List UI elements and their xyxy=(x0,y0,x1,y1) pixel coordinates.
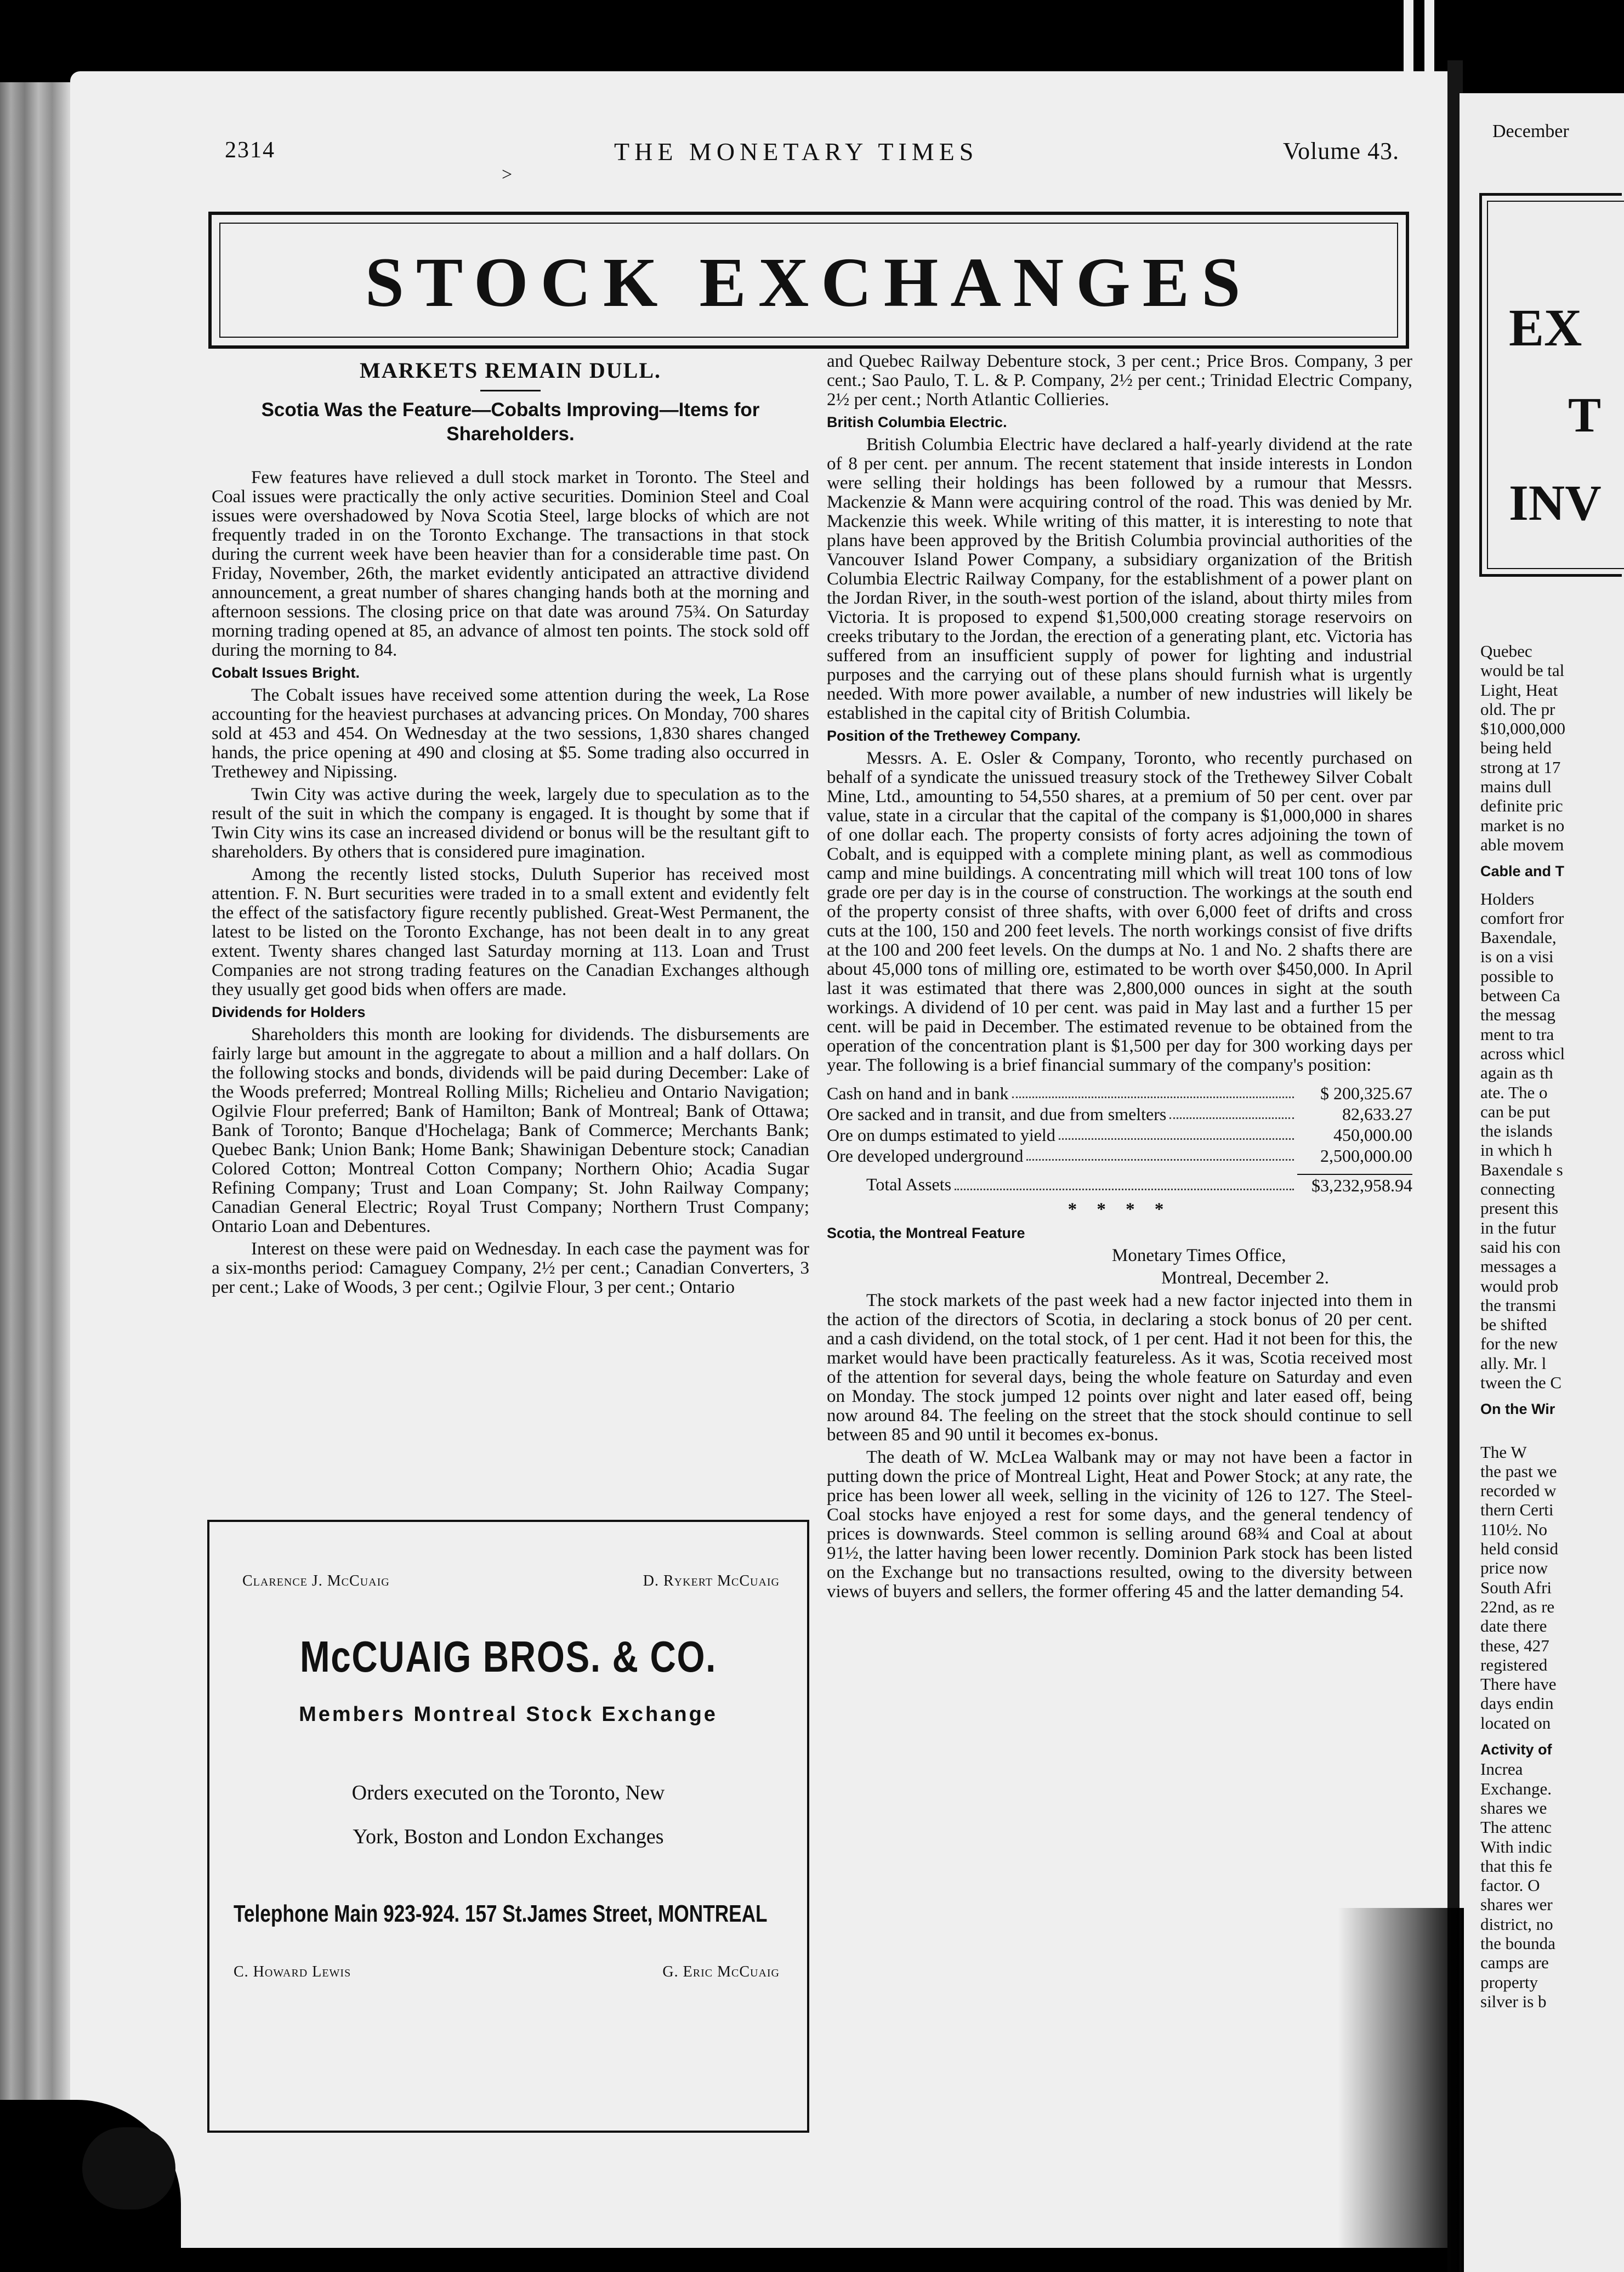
paragraph: The Cobalt issues have received some attention during the week, La Rose accounting for the heaviest purchases at advancing prices. On Monday, 700 shares sold at 453 and 454. On Wednesday at the two sessions, 1,830 shares changed hands, the price opening at 490 and closing at $5. Some trading also occurred in Trethewey and Nipissing. xyxy=(212,685,809,782)
facing-line: Increa xyxy=(1480,1759,1523,1779)
facing-line: The attenc xyxy=(1480,1817,1552,1837)
total-value: $3,232,958.94 xyxy=(1297,1174,1412,1196)
facing-line: strong at 17 xyxy=(1480,757,1561,777)
facing-line: between Ca xyxy=(1480,986,1560,1006)
financial-label: Ore on dumps estimated to yield xyxy=(827,1125,1055,1145)
spacer xyxy=(1480,1427,1624,1435)
facing-line: in the futur xyxy=(1480,1218,1556,1237)
facing-title-fragment: T xyxy=(1568,388,1602,442)
journal-title: THE MONETARY TIMES xyxy=(614,138,979,166)
paragraph: and Quebec Railway Debenture stock, 3 per cent.; Price Bros. Company, 3 per cent.; Sao Paulo, T. L. & P. Company, 2½ per cent.; Trinidad Electric Company, 2½ per cent.; North Atlantic Collieries. xyxy=(827,351,1412,410)
leader-dots xyxy=(955,1174,1294,1190)
facing-line: mains dull xyxy=(1480,777,1552,797)
facing-line: comfort fror xyxy=(1480,908,1564,928)
financial-label: Ore sacked and in transit, and due from smelters xyxy=(827,1104,1167,1124)
paragraph: British Columbia Electric have declared a half-yearly dividend at the rate of 8 per cent. per annum. The recent statement that inside interests in London were selling their holdings has been followed by a rumour that Messrs. Mackenzie & Mann were acquiring control of the road. This was denied by Mr. Mackenzie this week. While writing of this matter, it is interesting to note that plans have been approved by the British Columbia provincial authorities of the Vancouver Island Power Company, a subsidiary organization of the British Columbia Electric Railway Company, for the establishment of a power plant on the Jordan River, in the south-west portion of the island, about thirty miles from Victoria. It is proposed to expend $1,500,000 creating storage reservoirs on creeks tributary to the Jordan, the erection of a generating plant, etc. Victoria has suffered from an insufficient supply of power for lighting and industrial purposes and the carrying out of these plans should furnish what is urgently needed. With more power available, a number of new industries will likely be established in the capital city of British Columbia. xyxy=(827,435,1412,723)
spacer xyxy=(1480,882,1624,889)
scan-edge-mark xyxy=(1424,0,1434,71)
spacer xyxy=(1480,854,1624,862)
headline-rule xyxy=(480,390,541,391)
facing-line: shares wer xyxy=(1480,1895,1553,1915)
facing-line: be shifted xyxy=(1480,1315,1547,1334)
facing-title-fragment: INV xyxy=(1509,475,1602,531)
facing-line: held consid xyxy=(1480,1539,1559,1559)
facing-line: present this xyxy=(1480,1199,1559,1218)
facing-line: these, 427 xyxy=(1480,1635,1549,1655)
facing-line: camps are xyxy=(1480,1953,1549,1973)
facing-line: The W xyxy=(1480,1442,1527,1462)
facing-line: shares we xyxy=(1480,1798,1547,1817)
facing-line: Quebec xyxy=(1480,641,1532,661)
paragraph: The death of W. McLea Walbank may or may not have been a factor in putting down the price of Montreal Light, Heat and Power Stock; at any rate, the price has been lower all week, selling in the vicinity of 126 to 127. The Steel-Coal stocks have enjoyed a rest for some days, and the general tendency of prices is downwards. Steel common is selling around 68¾ and Coal at about 91½, the latter having been lower recently. Dominion Park stock has been listed on the Exchange but no transactions resulted, owing to the diversity between views of buyers and sellers, the former offering 45 and the latter demanding 54. xyxy=(827,1447,1412,1601)
scanner-finger-shadow xyxy=(82,2127,175,2209)
paragraph: Among the recently listed stocks, Duluth Superior has received most attention. F. N. Burt securities were traded in to a small extent and evidently felt the effect of the satisfactory figure recently published. Great-West Permanent, the latest to be listed on the Toronto Exchange, has not been dealt in to any great extent. Twenty shares changed last Saturday morning at 113. Loan and Trust Companies are not strong trading features on the Canadian Exchanges although they usually get good bids when offers are made. xyxy=(212,865,809,999)
facing-line: date there xyxy=(1480,1616,1547,1636)
financial-row xyxy=(827,1124,1412,1145)
facing-title-fragment: EX xyxy=(1509,298,1582,357)
facing-line: can be put xyxy=(1480,1101,1551,1121)
paragraph: Shareholders this month are looking for dividends. The disbursements are fairly large but amount in the aggregate to about a million and a half dollars. On the following stocks and bonds, dividends will be paid during December: Lake of the Woods preferred; Montreal Rolling Mills; Richelieu and Ontario Navigation; Ogilvie Flour preferred; Bank of Hamilton; Bank of Montreal; Bank of Ottawa; Bank of Toronto; Banque d'Hochelaga; Bank of Commerce; Merchants Bank; Quebec Bank; Union Bank; Home Bank; Shawinigan Debenture stock; Canadian Colored Cotton; Montreal Cotton Company; Northern Ohio; Acadia Sugar Refining Company; Trust and Loan Company; St. John Railway Company; Canadian General Electric; Royal Trust Company; Northern Trust Company; Ontario Loan and Debentures. xyxy=(212,1025,809,1236)
ad-membership: Members Montreal Stock Exchange xyxy=(299,1703,718,1726)
financial-total-row xyxy=(827,1174,1412,1196)
facing-line: There have xyxy=(1480,1674,1557,1694)
total-label: Total Assets xyxy=(866,1174,952,1194)
facing-line: ate. The o xyxy=(1480,1082,1548,1102)
facing-line: the messag xyxy=(1480,1005,1555,1025)
volume-label: Volume 43. xyxy=(1283,138,1400,164)
ad-firm-name: McCUAIG BROS. & CO. xyxy=(299,1632,717,1681)
facing-line: ally. Mr. l xyxy=(1480,1353,1547,1373)
paragraph: The stock markets of the past week had a new factor injected into them in the action of the directors of Scotia, in declaring a stock bonus of 20 per cent. and a cash dividend, on the total stock, of 1 per cent. Had it not been for this, the market would have been practically featureless. As it was, Scotia received most of the attention for several days, being the whole feature on Saturday and even on Monday. The stock jumped 12 points over night and later eased off, being now around 84. The feeling on the street that the stock should continue to sell between 85 and 90 until it becomes ex-bonus. xyxy=(827,1291,1412,1445)
ad-address: Telephone Main 923-924. 157 St.James Street, MONTREAL xyxy=(234,1900,768,1927)
section-separator: * * * * xyxy=(1067,1200,1172,1219)
facing-line: Baxendale s xyxy=(1480,1160,1563,1179)
facing-line: tween the C xyxy=(1480,1372,1562,1392)
facing-line: definite pric xyxy=(1480,796,1563,816)
spacer xyxy=(1480,1733,1624,1740)
section-heading: Dividends for Holders xyxy=(212,1004,366,1020)
financial-value: $ 200,325.67 xyxy=(1320,1083,1412,1103)
facing-section-heading: On the Wir xyxy=(1480,1401,1555,1418)
facing-line: $10,000,000 xyxy=(1480,719,1565,739)
spacer xyxy=(1480,1419,1624,1427)
scan-edge-mark xyxy=(1404,0,1413,71)
facing-line: price now xyxy=(1480,1558,1548,1578)
ad-partner-name: D. Rykert McCuaig xyxy=(643,1572,780,1589)
scan-shadow xyxy=(1338,1908,1464,2272)
facing-line: district, no xyxy=(1480,1914,1553,1934)
facing-line: days endin xyxy=(1480,1694,1554,1713)
facing-line: Exchange. xyxy=(1480,1779,1552,1798)
facing-line: 110½. No xyxy=(1480,1519,1547,1539)
facing-line: recorded w xyxy=(1480,1481,1557,1501)
facing-line: Holders xyxy=(1480,889,1535,908)
facing-line: possible to xyxy=(1480,966,1554,986)
ad-orders-line: York, Boston and London Exchanges xyxy=(353,1825,664,1848)
facing-line: would be tal xyxy=(1480,661,1565,680)
financial-row xyxy=(827,1104,1412,1124)
leader-dots xyxy=(1012,1083,1294,1098)
facing-section-heading: Activity of xyxy=(1480,1741,1552,1758)
section-heading: Scotia, the Montreal Feature xyxy=(827,1225,1025,1241)
financial-label: Cash on hand and in bank xyxy=(827,1083,1009,1103)
financial-value: 450,000.00 xyxy=(1333,1125,1412,1145)
facing-line: able movem xyxy=(1480,834,1564,854)
ad-partner-name: G. Eric McCuaig xyxy=(662,1963,780,1980)
facing-line: the islands xyxy=(1480,1121,1553,1141)
facing-line: in which h xyxy=(1480,1140,1552,1160)
financial-row xyxy=(827,1145,1412,1166)
leader-dots xyxy=(1059,1124,1294,1140)
section-heading: Position of the Trethewey Company. xyxy=(827,728,1081,744)
paragraph: Few features have relieved a dull stock market in Toronto. The Steel and Coal issues were practically the only active securities. Dominion Steel and Coal issues were overshadowed by Nova Scotia Steel, large blocks of which are not frequently traded in on the Toronto Exchange. The transactions in that stock during the current week have been heavier than for a considerable time past. On Friday, November, 26th, the market evidently anticipated an attractive dividend announcement, a great number of shares changing hands both at the morning and afternoon sessions. The closing price on that date was around 75¾. On Saturday morning trading opened at 85, an advance of almost ten points. The stock sold off during the morning to 84. xyxy=(212,468,809,660)
ad-orders-line: Orders executed on the Toronto, New xyxy=(351,1781,665,1804)
financial-summary xyxy=(827,1083,1412,1196)
facing-line: market is no xyxy=(1480,815,1565,835)
spacer xyxy=(1480,1435,1624,1442)
facing-line: Baxendale, xyxy=(1480,928,1557,947)
ad-partner-name: C. Howard Lewis xyxy=(234,1963,351,1980)
facing-line: silver is b xyxy=(1480,1991,1547,2011)
article-headline: MARKETS REMAIN DULL. xyxy=(359,358,662,383)
facing-line: old. The pr xyxy=(1480,699,1555,719)
facing-line: again as th xyxy=(1480,1063,1553,1083)
facing-section-heading: Cable and T xyxy=(1480,863,1565,880)
article-column-right xyxy=(827,352,1412,2172)
financial-value: 2,500,000.00 xyxy=(1320,1146,1412,1166)
facing-line: the bounda xyxy=(1480,1934,1555,1953)
dateline-place: Montreal, December 2. xyxy=(1161,1268,1330,1288)
leader-dots xyxy=(1169,1104,1294,1119)
facing-line: With indic xyxy=(1480,1837,1552,1856)
facing-line: registered xyxy=(1480,1655,1548,1674)
spacer xyxy=(1480,1392,1624,1400)
page-number: 2314 xyxy=(225,138,275,163)
leader-dots xyxy=(1026,1145,1294,1161)
facing-line: Light, Heat xyxy=(1480,680,1558,700)
dateline-office: Monetary Times Office, xyxy=(1112,1246,1286,1265)
facing-line: for the new xyxy=(1480,1334,1558,1354)
facing-line: the transmi xyxy=(1480,1295,1557,1315)
section-title: STOCK EXCHANGES xyxy=(365,243,1253,321)
facing-page-header: December xyxy=(1492,121,1569,141)
book-binding-edge xyxy=(0,82,74,2272)
advertisement-box xyxy=(207,1520,809,2133)
facing-line: thern Certi xyxy=(1480,1500,1554,1520)
facing-line: 22nd, as re xyxy=(1480,1597,1555,1616)
stray-mark: > xyxy=(502,164,513,185)
facing-line: across whicl xyxy=(1480,1043,1565,1063)
facing-line: South Afri xyxy=(1480,1577,1552,1597)
ad-partner-name: Clarence J. McCuaig xyxy=(242,1572,390,1589)
paragraph: Twin City was active during the week, largely due to speculation as to the result of the suit in which the company is engaged. It is thought by some that if Twin City wins its case an increased dividend or bonus will be the resultant gift to shareholders. By others that is considered pure imagination. xyxy=(212,785,809,862)
section-heading: British Columbia Electric. xyxy=(827,414,1007,430)
facing-line: messages a xyxy=(1480,1257,1557,1276)
financial-row xyxy=(827,1083,1412,1104)
facing-line: would prob xyxy=(1480,1276,1559,1296)
paragraph: Interest on these were paid on Wednesday. In each case the payment was for a six-months period: Camaguey Company, 2½ per cent.; Canadian Converters, 3 per cent.; Lake of Woods, 3 per cent.; Ogilvie Flour, 3 per cent.; Ontario xyxy=(212,1239,809,1297)
financial-label: Ore developed underground xyxy=(827,1146,1024,1166)
article-column-left xyxy=(212,355,809,1479)
facing-line: the past we xyxy=(1480,1461,1557,1481)
facing-page-text xyxy=(1480,641,1624,2011)
paragraph: Messrs. A. E. Osler & Company, Toronto, who recently purchased on behalf of a syndicate the unissued treasury stock of the Trethewey Silver Cobalt Mine, Ltd., amounting to 54,550 shares, at a premium of 50 per cent. over par value, state in a circular that the capital of the company is $1,000,000 in shares of one dollar each. The property consists of forty acres adjoining the town of Cobalt, and is equipped with a complete mining plant, as well as commodious camp and mine buildings. A concentrating mill which will treat 100 tons of low grade ore per day is in the course of construction. The workings at the south end of the property consist of three shafts, with over 6,000 feet of drifts and cross cuts at the 100, 150 and 200 feet levels. The north workings consist of five drifts at the 100 and 200 feet levels. On the dumps at No. 1 and No. 2 shafts there are about 45,000 tons of milling ore, estimated to be worth over $450,000. In April last it was estimated that there was 2,800,000 ounces in sight at the south workings. A dividend of 10 per cent. was paid in May last and a further 15 per cent. will be paid in December. The estimated revenue to be obtained from the operation of the concentration plant is $1,500 per day for 300 working days per year. The following is a brief financial summary of the company's position: xyxy=(827,748,1412,1075)
facing-line: connecting xyxy=(1480,1179,1555,1199)
facing-line: being held xyxy=(1480,738,1552,758)
facing-line: ment to tra xyxy=(1480,1024,1554,1044)
financial-value: 82,633.27 xyxy=(1342,1104,1412,1124)
facing-line: located on xyxy=(1480,1713,1551,1733)
section-title-inner-rule xyxy=(219,223,1398,338)
article-subhead: Scotia Was the Feature—Cobalts Improving—Items for Shareholders. xyxy=(261,399,760,445)
facing-line: property xyxy=(1480,1972,1538,1992)
section-heading: Cobalt Issues Bright. xyxy=(212,664,360,681)
facing-line: factor. O xyxy=(1480,1876,1540,1895)
facing-line: that this fe xyxy=(1480,1856,1552,1876)
facing-line: is on a visi xyxy=(1480,947,1554,967)
facing-line: said his con xyxy=(1480,1237,1561,1257)
section-title-box xyxy=(208,212,1409,349)
